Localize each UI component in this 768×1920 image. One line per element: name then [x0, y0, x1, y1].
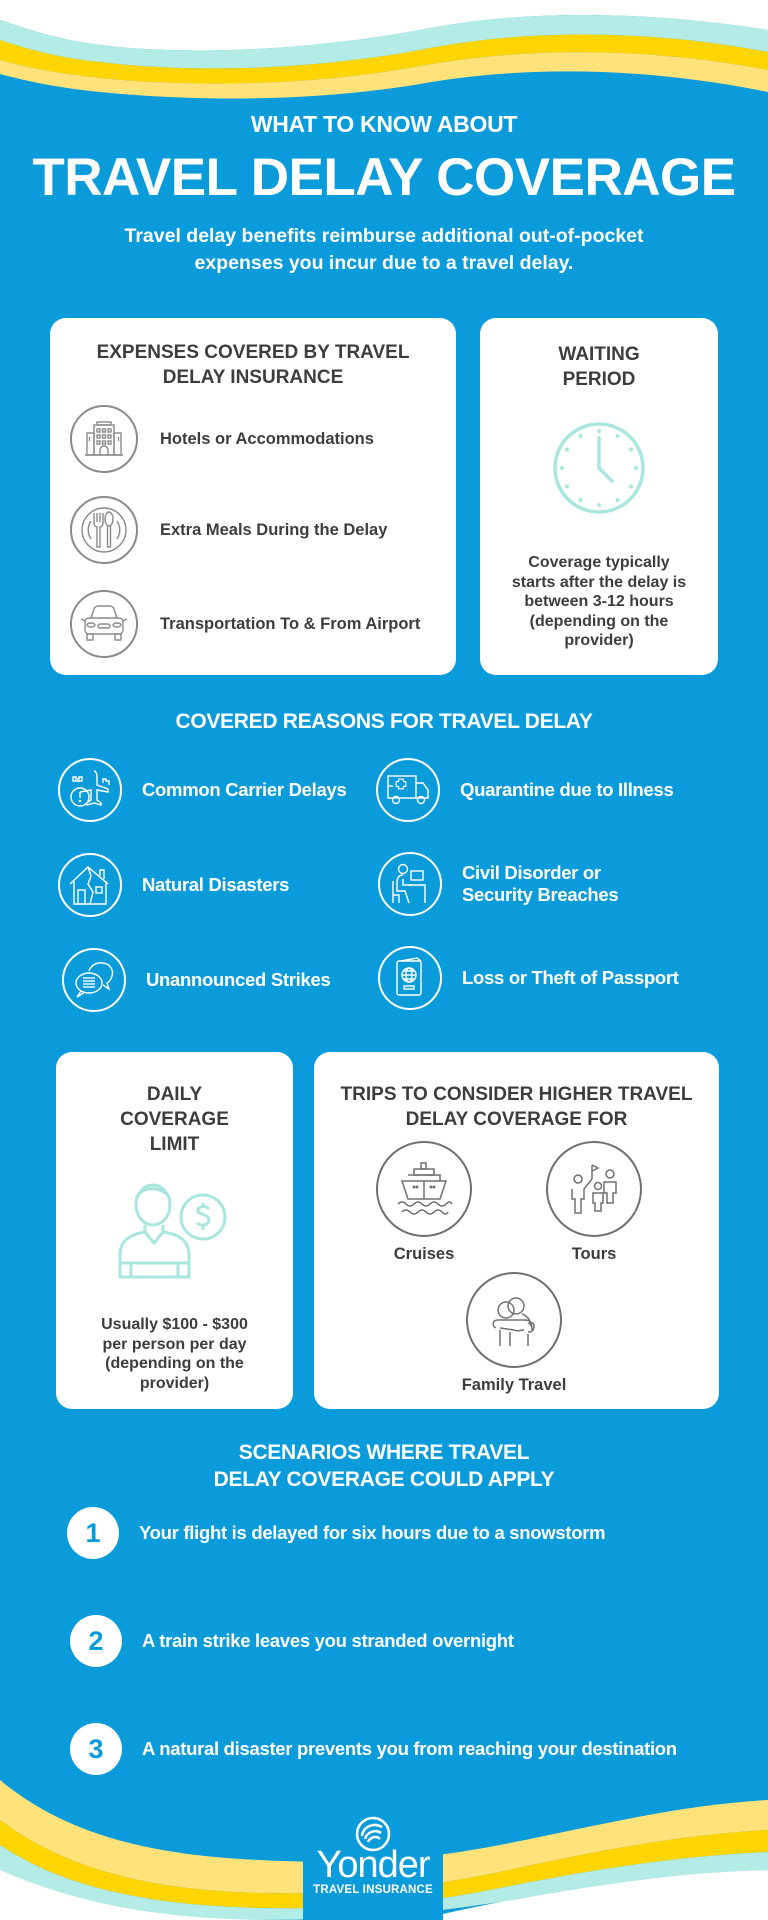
plane-alert-icon: [58, 758, 122, 822]
cracked-house-icon: [58, 853, 122, 917]
reason-passport: [378, 946, 679, 1010]
trips-title-line-2: DELAY COVERAGE FOR: [405, 1109, 628, 1130]
waiting-text-line: starts after the delay is: [511, 573, 687, 591]
reason-label: [462, 862, 618, 906]
scenarios-title-line-2: DELAY COVERAGE COULD APPLY: [213, 1468, 555, 1491]
speech-bubbles-icon: [62, 948, 126, 1012]
expense-item-transportation: [70, 590, 420, 658]
scenario-text: A train strike leaves you stranded overnight: [142, 1630, 514, 1651]
trip-label: Tours: [571, 1245, 617, 1263]
daily-text-line: (depending on the: [105, 1355, 244, 1372]
number-badge: 2: [70, 1615, 122, 1667]
daily-text-line: Usually $100 - $300: [101, 1316, 248, 1333]
car-icon: [70, 590, 138, 658]
waiting-text-line: provider): [564, 632, 634, 649]
scenario-item-2: [70, 1615, 514, 1667]
reason-label: Loss or Theft of Passport: [462, 967, 679, 988]
subtitle-line-1: Travel delay benefits reimburse additional out-of-pocket: [124, 225, 644, 247]
reason-common-carrier: [58, 758, 346, 822]
tour-group-icon: [546, 1141, 642, 1237]
expense-item-hotels: [70, 405, 374, 473]
waiting-title-line-2: PERIOD: [562, 369, 636, 390]
number-badge: 1: [67, 1507, 119, 1559]
covered-reasons-title: COVERED REASONS FOR TRAVEL DELAY: [175, 710, 593, 733]
subtitle-line-2: expenses you incur due to a travel delay.: [194, 252, 574, 274]
waiting-text-line: (depending on the: [529, 612, 669, 630]
reason-unannounced-strikes: [62, 948, 330, 1012]
expense-label: Extra Meals During the Delay: [160, 520, 388, 539]
reason-label: Unannounced Strikes: [146, 969, 331, 990]
scenarios-title: [0, 1439, 768, 1493]
waiting-title-line-1: WAITING: [558, 344, 640, 365]
expenses-title-line-1: EXPENSES COVERED BY TRAVEL: [96, 342, 410, 363]
trip-item-cruises: [374, 1141, 474, 1264]
daily-text-line: provider): [139, 1374, 210, 1392]
daily-title-line-1: DAILY: [146, 1084, 203, 1105]
scenario-text: A natural disaster prevents you from reaching your destination: [142, 1738, 677, 1759]
expenses-card-title: [50, 340, 456, 390]
waiting-card-title: [480, 342, 718, 392]
daily-limit-title: [56, 1082, 293, 1157]
trips-card-title: [314, 1082, 719, 1132]
waiting-text-line: between 3-12 hours: [524, 593, 674, 610]
scenario-item-1: [67, 1507, 605, 1559]
person-dollar-icon: [113, 1177, 233, 1286]
trip-item-family-travel: [444, 1272, 584, 1395]
passport-icon: [378, 946, 442, 1010]
reason-label-line-2: Security Breaches: [462, 884, 619, 905]
daily-limit-text: [56, 1315, 293, 1393]
trips-title-line-1: TRIPS TO CONSIDER HIGHER TRAVEL: [340, 1084, 693, 1105]
waiting-period-text: [480, 553, 718, 651]
reason-label-line-1: Civil Disorder or: [462, 862, 601, 883]
daily-text-line: per person per day: [102, 1335, 247, 1353]
scenarios-title-line-1: SCENARIOS WHERE TRAVEL: [238, 1441, 530, 1464]
brand-name: Yonder: [316, 1844, 430, 1886]
yonder-logo[interactable]: [303, 1810, 443, 1920]
cruise-ship-icon: [376, 1141, 472, 1237]
reason-quarantine: [376, 758, 674, 822]
family-hug-icon: [466, 1272, 562, 1368]
header-subtitle: [70, 223, 698, 277]
expense-label: Transportation To & From Airport: [160, 614, 421, 633]
trips-to-consider-card: [314, 1052, 719, 1409]
daily-title-line-3: LIMIT: [149, 1134, 200, 1155]
scenario-item-3: [70, 1723, 677, 1775]
reason-natural-disasters: [58, 853, 289, 917]
number-badge: 3: [70, 1723, 122, 1775]
waiting-period-card: [480, 318, 718, 675]
yonder-swirl-icon: [353, 1814, 393, 1859]
daily-title-line-2: COVERAGE: [120, 1109, 229, 1130]
person-at-desk-icon: [378, 852, 442, 916]
reason-label: Quarantine due to Illness: [460, 779, 674, 800]
trip-item-tours: [544, 1141, 644, 1264]
trip-label: Family Travel: [461, 1376, 567, 1394]
trip-label: Cruises: [393, 1245, 455, 1263]
expense-item-meals: [70, 496, 387, 564]
expense-label: Hotels or Accommodations: [160, 429, 374, 448]
clock-icon: [549, 418, 649, 523]
reason-label: Common Carrier Delays: [142, 779, 347, 800]
plate-fork-spoon-icon: [70, 496, 138, 564]
reason-label: Natural Disasters: [142, 874, 290, 895]
scenario-text: Your flight is delayed for six hours due to a snowstorm: [139, 1522, 606, 1543]
expenses-title-line-2: DELAY INSURANCE: [162, 367, 344, 388]
brand-subtitle: TRAVEL INSURANCE: [313, 1884, 433, 1896]
header-kicker: WHAT TO KNOW ABOUT: [250, 111, 518, 137]
page-title: TRAVEL DELAY COVERAGE: [32, 148, 736, 207]
ambulance-icon: [376, 758, 440, 822]
expenses-covered-card: [50, 318, 456, 675]
waiting-text-line: Coverage typically: [528, 554, 670, 571]
hotel-building-icon: [70, 405, 138, 473]
reason-civil-disorder: [378, 852, 618, 916]
daily-coverage-limit-card: [56, 1052, 293, 1409]
